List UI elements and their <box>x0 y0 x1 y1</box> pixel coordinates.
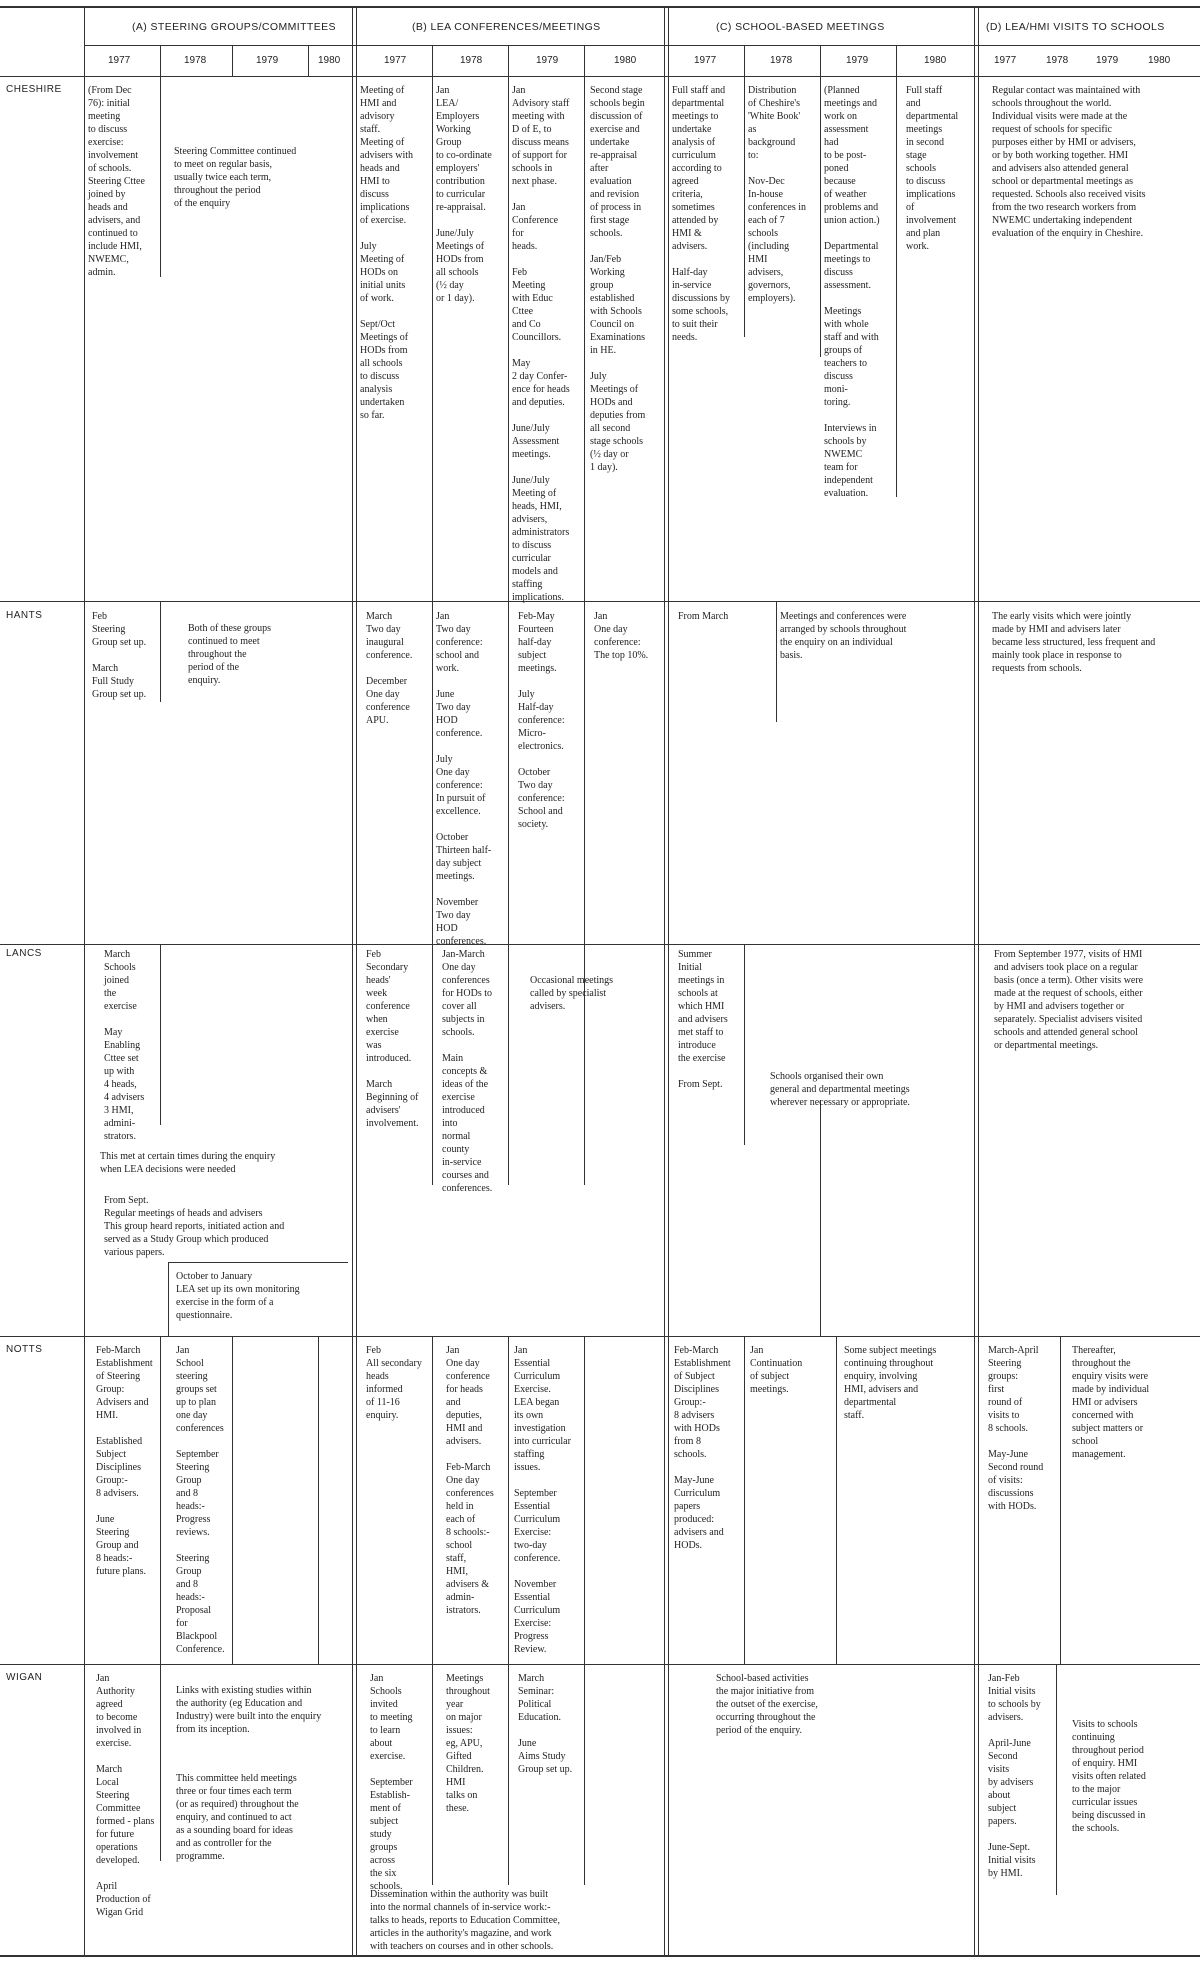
cell-text: Feb-March Establishment of Steering Group: Advisers and HMI. Established Subject Disciplines Group:- 8 advisers. June Steering Group and 8 heads:- future plans. <box>96 1345 153 1577</box>
cell-text: Both of these groups continued to meet throughout the period of the enquiry. <box>188 623 272 686</box>
cell-text: Meetings throughout year on major issues: eg, APU, Gifted Children. HMI talks on these. <box>446 1673 490 1814</box>
rule-v-cell <box>896 77 897 497</box>
year-label: 1977 <box>994 55 1017 66</box>
cell-text: Jan Advisory staff meeting with D of E, to discuss means of support for schools in next phase. Jan Conference for heads. Feb Meeting with Educ Cttee and Co Councillors. May 2 day Confer- ence for heads and deputies. June/July Assessment meetings. June/July Meeting of heads, HMI, advisers, administrators to discuss curricular models and staffing implications. <box>512 85 570 603</box>
rule-cheshire-hants <box>0 601 1200 602</box>
rule-v-yr <box>744 45 745 77</box>
cell-text: Jan Continuation of subject meetings. <box>750 1345 803 1395</box>
cell-text: Jan School steering groups set up to plan one day conferences September Steering Group and 8 heads:- Progress reviews. Steering Group and 8 heads:- Proposal for Blackpool Conference. <box>176 1345 225 1655</box>
rule-v-yr <box>896 45 897 77</box>
rule-v-cell <box>160 945 161 1125</box>
rule-v-a-b-2 <box>356 6 357 1956</box>
cell-text: From September 1977, visits of HMI and advisers took place on a regular basis (once a term). Other visits were made at the request of schools, either by HMI and advisers together or separately. Specialist advisers visited schools and attended general school or departmental meetings. <box>994 949 1144 1051</box>
rule-v-cell <box>776 602 777 722</box>
rule-v-c-d-1 <box>974 6 975 1956</box>
year-label: 1979 <box>846 55 869 66</box>
rule-v-cell <box>432 1337 433 1664</box>
cell-text: From Sept. Regular meetings of heads and advisers This group heard reports, initiated action and served as a Study Group which produced various papers. <box>104 1195 285 1258</box>
cell-text: This met at certain times during the enquiry when LEA decisions were needed <box>100 1151 276 1175</box>
cell-text: March Two day inaugural conference. December One day conference APU. <box>366 611 413 726</box>
rule-years <box>0 76 1200 77</box>
header-steering-groups: (A) STEERING GROUPS/COMMITTEES <box>132 21 336 33</box>
rule-v-yr <box>232 45 233 77</box>
rule-v-cell <box>508 1337 509 1664</box>
cell-text: Feb-March Establishment of Subject Disciplines Group:- 8 advisers with HODs from 8 schools. May-June Curriculum papers produced: advisers and HODs. <box>674 1345 731 1551</box>
cell-text: Jan Essential Curriculum Exercise. LEA began its own investigation into curricular staffing issues. September Essential Curriculum Exercise: two-day conference. November Essential Curriculum Exercise: Progress Review. <box>514 1345 571 1655</box>
rule-v-cell <box>508 945 509 1185</box>
cell-text: Dissemination within the authority was built into the normal channels of in-service work:- talks to heads, reports to Education Committee, articles in the authority's magazine, and work with teachers on courses and in other schools. <box>370 1889 560 1952</box>
rule-v-cell <box>168 1262 169 1336</box>
cell-text: Meeting of HMI and advisory staff. Meeting of advisers with heads and HMI to discuss implications of exercise. July Meeting of HODs on initial units of work. Sept/Oct Meetings of HODs from all schools to discuss analysis undertaken so far. <box>360 85 414 421</box>
cell-text: March Schools joined the exercise May Enabling Cttee set up with 4 heads, 4 advisers 3 HMI, admini- strators. <box>104 949 145 1142</box>
rule-notts-wigan <box>0 1664 1200 1665</box>
year-label: 1978 <box>770 55 793 66</box>
year-label: 1977 <box>384 55 407 66</box>
cell-text: Jan One day conference for heads and deputies, HMI and advisers. Feb-March One day conferences held in each of 8 schools:- school staff, HMI, advisers & admin- istrators. <box>446 1345 494 1616</box>
rule-v-cell <box>160 77 161 277</box>
cell-text: Regular contact was maintained with schools throughout the world. Individual visits were made at the request of schools for specific purposes either by HMI or advisers, or by both working together. HMI and advisers also attended general school or departmental meetings as requested. Schools also received visits from the two research workers from NWEMC undertaking independent evaluation of the enquiry in Cheshire. <box>992 85 1146 239</box>
rule-v-cell <box>432 945 433 1185</box>
header-school-based: (C) SCHOOL-BASED MEETINGS <box>716 21 885 33</box>
cell-text: Links with existing studies within the authority (eg Education and Industry) were built into the enquiry from its inception. <box>176 1685 322 1735</box>
rule-v-cell <box>160 1337 161 1664</box>
cell-text: October to January LEA set up its own monitoring exercise in the form of a questionnaire. <box>176 1271 300 1321</box>
rule-v-cell <box>820 77 821 357</box>
cell-text: Jan-Feb Initial visits to schools by advisers. April-June Second visits by advisers about subject papers. June-Sept. Initial visits by HMI. <box>988 1673 1041 1879</box>
cell-text: The early visits which were jointly made by HMI and advisers later became less structured, less frequent and mainly took place in response to requests from schools. <box>992 611 1156 674</box>
cell-text: (From Dec 76): initial meeting to discuss exercise: involvement of schools. Steering Cttee joined by heads and advisers, and continued to include HMI, NWEMC, admin. <box>88 85 145 278</box>
cell-text: Jan Two day conference: school and work. June Two day HOD conference. July One day conference: In pursuit of excellence. October Thirteen half- day subject meetings. November Two day HOD conferences. <box>436 611 492 947</box>
lea-label-lancs: LANCS <box>6 948 42 959</box>
cell-text: Jan One day conference: The top 10%. <box>594 611 649 661</box>
year-label: 1978 <box>184 55 207 66</box>
rule-v-cell <box>160 602 161 702</box>
cell-text: Feb Steering Group set up. March Full Study Group set up. <box>92 611 147 700</box>
lea-label-cheshire: CHESHIRE <box>6 84 62 95</box>
rule-v-yr <box>432 45 433 77</box>
cell-text: Feb-May Fourteen half-day subject meetings. July Half-day conference: Micro- electronics. October Two day conference: School and society. <box>518 611 565 830</box>
cell-text: Full staff and departmental meetings in second stage schools to discuss implications of involvement and plan work. <box>906 85 959 252</box>
cell-text: Full staff and departmental meetings to undertake analysis of curriculum according to agreed criteria, sometimes attended by HMI & advisers. Half-day in-service discussions by some schools, to suit their needs. <box>672 85 731 343</box>
cell-text: Jan LEA/ Employers Working Group to co-ordinate employers' contribution to curricular re-appraisal. June/July Meetings of HODs from all schools (½ day or 1 day). <box>436 85 492 304</box>
cell-text: School-based activities the major initiative from the outset of the exercise, occurring throughout the period of the enquiry. <box>716 1673 818 1736</box>
cell-text: Meetings and conferences were arranged by schools throughout the enquiry on an individual basis. <box>780 611 907 661</box>
rule-header <box>84 45 1200 46</box>
cell-text: (Planned meetings and work on assessment had to be post- poned because of weather problems and union action.) Departmental meetings to discuss assessment. Meetings with whole staff and with groups of teachers to discuss moni- toring. Interviews in schools by NWEMC team for independent evaluation. <box>824 85 880 499</box>
year-label: 1977 <box>694 55 717 66</box>
rule-v-yr <box>584 45 585 77</box>
rule-v-cell <box>432 1665 433 1885</box>
rule-v-cell <box>508 602 509 944</box>
rule-top <box>0 6 1200 8</box>
year-label: 1980 <box>924 55 947 66</box>
cell-text: Thereafter, throughout the enquiry visits were made by individual HMI or advisers concerned with subject matters or school management. <box>1072 1345 1150 1460</box>
rule-v-cell <box>584 602 585 944</box>
lea-label-wigan: WIGAN <box>6 1672 43 1683</box>
cell-text: Some subject meetings continuing throughout enquiry, involving HMI, advisers and departmental staff. <box>844 1345 937 1421</box>
cell-text: Jan Authority agreed to become involved in exercise. March Local Steering Committee formed - plans for future operations developed. April Production of Wigan Grid <box>96 1673 155 1918</box>
year-label: 1980 <box>318 55 341 66</box>
rule-v-yr <box>308 45 309 77</box>
rule-v-cell <box>584 1337 585 1664</box>
rule-v-cell <box>318 1337 319 1664</box>
cell-text: Summer Initial meetings in schools at which HMI and advisers met staff to introduce the exercise From Sept. <box>678 949 728 1090</box>
lea-label-notts: NOTTS <box>6 1344 43 1355</box>
rule-v-cell <box>508 77 509 601</box>
year-label: 1978 <box>460 55 483 66</box>
rule-v-yr <box>820 45 821 77</box>
rule-v-yr <box>160 45 161 77</box>
rule-v-lea <box>84 6 85 1956</box>
cell-text: March Seminar: Political Education. June Aims Study Group set up. <box>518 1673 573 1775</box>
cell-text: Feb Secondary heads' week conference when exercise was introduced. March Beginning of advisers' involvement. <box>366 949 419 1129</box>
rule-v-b-c-1 <box>664 6 665 1956</box>
rule-lancs-notts <box>0 1336 1200 1337</box>
rule-h-cell <box>168 1262 348 1263</box>
rule-hants-lancs <box>0 944 1200 945</box>
rule-v-c-d-2 <box>978 6 979 1956</box>
rule-v-a-b-1 <box>352 6 353 1956</box>
year-label: 1979 <box>256 55 279 66</box>
year-label: 1977 <box>108 55 131 66</box>
header-lea-conferences: (B) LEA CONFERENCES/MEETINGS <box>412 21 601 33</box>
rule-v-cell <box>232 1337 233 1664</box>
cell-text: From March <box>678 611 729 622</box>
year-label: 1980 <box>614 55 637 66</box>
cell-text: Occasional meetings called by specialist advisers. <box>530 975 614 1012</box>
year-label: 1980 <box>1148 55 1171 66</box>
year-label: 1979 <box>1096 55 1119 66</box>
rule-v-cell <box>584 1665 585 1885</box>
cell-text: Visits to schools continuing throughout period of enquiry. HMI visits often related to the major curricular issues being discussed in the schools. <box>1072 1719 1146 1834</box>
rule-v-cell <box>432 602 433 944</box>
cell-text: March-April Steering groups: first round of visits to 8 schools. May-June Second round of visits: discussions with HODs. <box>988 1345 1044 1512</box>
lea-label-hants: HANTS <box>6 610 43 621</box>
rule-bottom <box>0 1955 1200 1957</box>
rule-v-cell <box>1056 1665 1057 1895</box>
year-label: 1979 <box>536 55 559 66</box>
cell-text: Jan-March One day conferences for HODs to cover all subjects in schools. Main concepts & ideas of the exercise introduced into normal county in-service courses and conferences. <box>442 949 493 1194</box>
rule-v-cell <box>432 77 433 601</box>
cell-text: Schools organised their own general and departmental meetings wherever necessary or appropriate. <box>770 1071 910 1108</box>
rule-v-cell <box>836 1337 837 1664</box>
rule-v-cell <box>820 1100 821 1336</box>
cell-text: Steering Committee continued to meet on regular basis, usually twice each term, throughout the period of the enquiry <box>174 146 297 209</box>
header-lea-hmi-visits: (D) LEA/HMI VISITS TO SCHOOLS <box>986 21 1165 33</box>
rule-v-b-c-2 <box>668 6 669 1956</box>
cell-text: Feb All secondary heads informed of 11-16 enquiry. <box>366 1345 422 1421</box>
rule-v-cell <box>508 1665 509 1885</box>
cell-text: This committee held meetings three or four times each term (or as required) throughout the enquiry, and continued to act as a sounding board for ideas and as controller for the programme. <box>176 1773 299 1862</box>
rule-v-cell <box>744 945 745 1145</box>
rule-v-cell <box>744 1337 745 1664</box>
rule-v-cell <box>1060 1337 1061 1664</box>
cell-text: Distribution of Cheshire's 'White Book' as background to: Nov-Dec In-house conferences in each of 7 schools (including HMI advisers, governors, employers). <box>748 85 807 304</box>
cell-text: Jan Schools invited to meeting to learn about exercise. September Establish- ment of subject study groups across the six schools. <box>370 1673 413 1892</box>
rule-v-cell <box>744 77 745 337</box>
cell-text: Second stage schools begin discussion of exercise and undertake re-appraisal after evaluation and revision of process in first stage schools. Jan/Feb Working group established with Schools Council on Examinations in HE. July Meetings of HODs and deputies from all second stage schools (½ day or 1 day). <box>590 85 646 473</box>
year-label: 1978 <box>1046 55 1069 66</box>
rule-v-cell <box>584 77 585 601</box>
rule-v-yr <box>508 45 509 77</box>
